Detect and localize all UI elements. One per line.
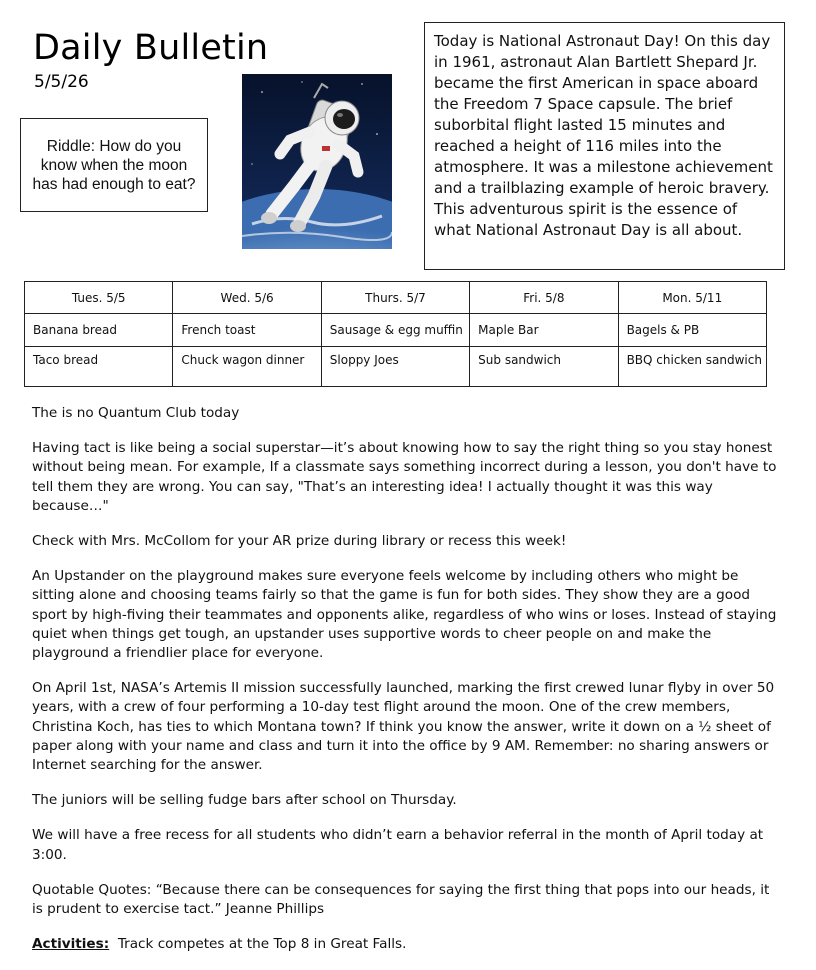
- ar-prize-notice: Check with Mrs. McCollom for your AR prize during library or recess this week!: [32, 533, 567, 550]
- activities-text: Track competes at the Top 8 in Great Falls.: [109, 936, 407, 953]
- astronaut-day-text: Today is National Astronaut Day! On this day in 1961, astronaut Alan Bartlett Shepard Jr. became the first American in space aboard the Freedom 7 Space capsule. The brief suborbital flight lasted 15 minutes and reached a height of 116 miles into the atmosphere. It was a milestone achievement and a trailblazing example of heroic bravery. This adventurous spirit is the essence of what National Astronaut Day is all about.: [434, 32, 773, 239]
- tact-paragraph: Having tact is like being a social superstar—it’s about knowing how to say the right thing so you stay honest without being mean. For example, If a classmate says something incorrect during a lesson, you don't have to tell them they are wrong. You can say, "That’s an interesting idea! I actually thought it was this way because…": [32, 440, 777, 514]
- breakfast-row: [25, 314, 767, 347]
- breakfast-cell: French toast: [173, 314, 321, 347]
- breakfast-cell: Sausage & egg muffin: [321, 314, 469, 347]
- activities-label: Activities:: [32, 936, 110, 953]
- lunch-cell: Sub sandwich: [470, 347, 618, 387]
- quantum-club-notice: The is no Quantum Club today: [32, 405, 240, 421]
- lunch-cell: Taco bread: [25, 347, 173, 387]
- breakfast-cell: Bagels & PB: [618, 314, 766, 347]
- menu-header-row: [25, 282, 767, 314]
- riddle-text: Riddle: How do you know when the moon has had enough to eat?: [32, 137, 196, 193]
- fudge-notice: The juniors will be selling fudge bars after school on Thursday.: [32, 792, 457, 809]
- astronaut-day-box: [424, 22, 785, 270]
- recess-notice: We will have a free recess for all students who didn’t earn a behavior referral in the month of April today at 3:00.: [32, 827, 764, 863]
- menu-header: Tues. 5/5: [25, 282, 173, 314]
- artemis-paragraph: On April 1st, NASA’s Artemis II mission successfully launched, marking the first crewed lunar flyby in over 50 years, with a crew of four performing a 10-day test flight around the moon. One of the crew members, Christina Koch, has ties to which Montana town? If think you know the answer, write it down on a ½ sheet of paper along with your name and class and turn it into the office by 9 AM. Remember: no sharing answers or Internet searching for the answer.: [32, 680, 775, 774]
- astronaut-image: [242, 74, 392, 249]
- lunch-menu-table: [24, 281, 767, 387]
- page-title: Daily Bulletin: [33, 28, 269, 68]
- lunch-cell: Chuck wagon dinner: [173, 347, 321, 387]
- astronaut-illustration: [242, 74, 392, 249]
- announcements: [32, 404, 784, 970]
- activities-line: [32, 935, 784, 954]
- menu-header: Mon. 5/11: [618, 282, 766, 314]
- menu-header: Wed. 5/6: [173, 282, 321, 314]
- riddle-box: [20, 118, 208, 212]
- lunch-cell: BBQ chicken sandwich: [618, 347, 766, 387]
- menu-header: Thurs. 5/7: [321, 282, 469, 314]
- breakfast-cell: Maple Bar: [470, 314, 618, 347]
- breakfast-cell: Banana bread: [25, 314, 173, 347]
- lunch-cell: Sloppy Joes: [321, 347, 469, 387]
- upstander-paragraph: An Upstander on the playground makes sure everyone feels welcome by including others who might be sitting alone and choosing teams fairly so that the game is fun for both sides. They show they are a good sport by high-fiving their teammates and opponents alike, regardless of who wins or loses. Instead of staying quiet when things get tough, an upstander uses supportive words to cheer people on and make the playground a friendlier place for everyone.: [32, 568, 777, 662]
- quote-paragraph: Quotable Quotes: “Because there can be consequences for saying the first thing that pops into our heads, it is prudent to exercise tact.” Jeanne Phillips: [32, 881, 770, 918]
- lunch-row: [25, 347, 767, 387]
- menu-header: Fri. 5/8: [470, 282, 618, 314]
- bulletin-date: 5/5/26: [34, 72, 89, 92]
